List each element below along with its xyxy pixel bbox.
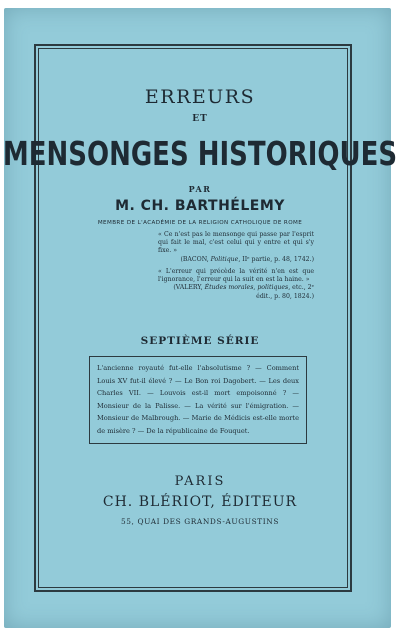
contents-text: L'ancienne royauté fut-elle l'absolutisme ? — Comment Louis XV fut-il élevé ? — Le Bon roi Dagobert. — Les deux Charles VII. — Louvois est-il mort empoisonné ? — Monsieur de la Palisse. — La vérité sur l'émigration. — Monsieur de Malbrough. — Marie de Médicis est-elle morte de misère ? — De la républicaine de Fouquet. [97,364,299,435]
imprint-address: 55, QUAI DES GRANDS-AUGUSTINS [120,517,280,526]
author-name: M. CH. BARTHÉLEMY [115,198,285,214]
epigraph-2-citation [158,284,314,300]
epigraph-2-citation-work: Études morales, politiques [204,284,289,292]
epigraph-1 [158,231,314,264]
title-conjunction: ET [192,114,208,124]
imprint-publisher: CH. BLÉRIOT, ÉDITEUR [102,494,298,510]
title-line-1: ERREURS [144,86,256,108]
epigraph-1-citation-work: Politique [210,255,239,263]
author-affiliation: MEMBRE DE L'ACADÉMIE DE LA RELIGION CATHOLIQUE DE ROME [97,220,303,226]
epigraph-1-text: « Ce n'est pas le mensonge qui passe par l'esprit qui fait le mal, c'est celui qui y entre et qui s'y fixe. » [158,231,314,255]
epigraph-2-citation-suffix: , etc., 2ᵉ édit., p. 80, 1824.) [256,284,314,300]
epigraph-1-citation-suffix: , IIᵉ partie, p. 48, 1742.) [238,255,314,263]
byline-par: PAR [188,184,212,194]
epigraph-2-text: « L'erreur qui précède la vérité n'en est que l'ignorance, l'erreur qui la suit en est la haine. » [158,268,314,284]
epigraph-1-citation [158,256,314,264]
imprint-city: PARIS [174,474,226,489]
epigraph-2-citation-prefix: (VALERY, [173,284,205,292]
epigraph-1-citation-prefix: (BACON, [180,255,211,263]
title-line-2: MENSONGES HISTORIQUES [2,136,398,174]
contents-box [89,356,307,444]
epigraph-2 [158,268,314,301]
series-label: SEPTIÈME SÉRIE [140,335,260,347]
